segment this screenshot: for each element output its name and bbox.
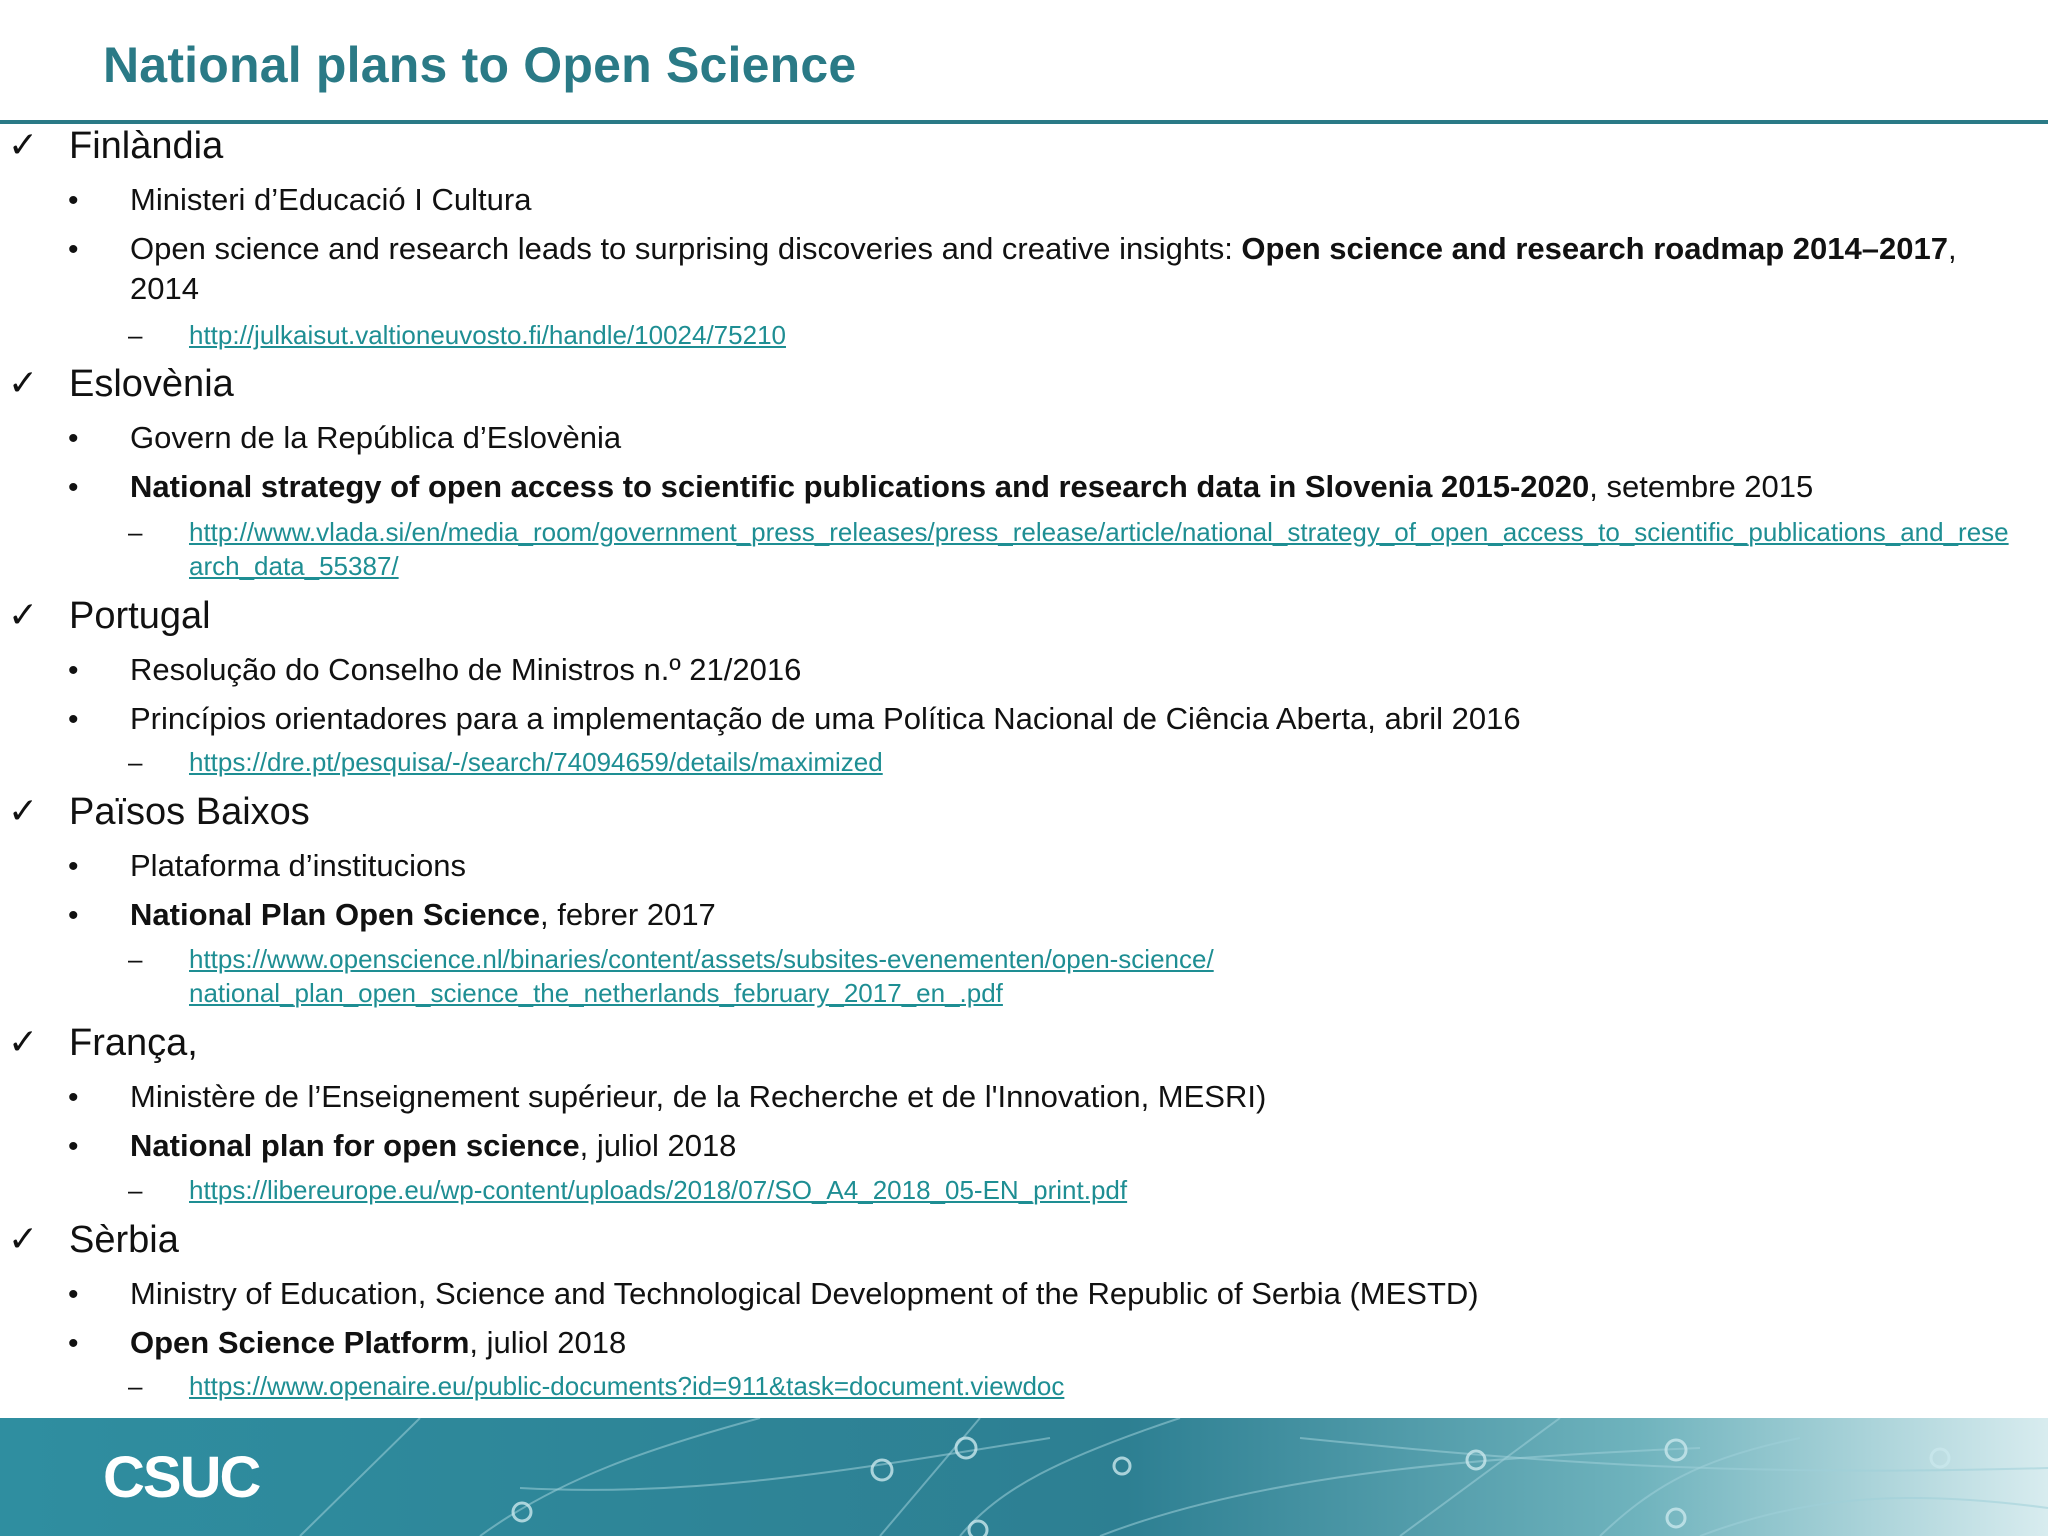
dash-icon: – bbox=[128, 1175, 143, 1205]
document-title: Open Science Platform bbox=[130, 1325, 470, 1360]
country-name: Eslovènia bbox=[69, 363, 234, 405]
list-item bbox=[130, 895, 2000, 935]
document-title: National Plan Open Science bbox=[130, 897, 541, 932]
dash-icon: – bbox=[128, 944, 143, 974]
bullet-icon: • bbox=[68, 1081, 79, 1114]
slide-title: National plans to Open Science bbox=[103, 37, 857, 93]
country-name: Portugal bbox=[69, 595, 211, 637]
list-item bbox=[130, 650, 2000, 690]
bullet-icon: • bbox=[68, 899, 79, 932]
list-item bbox=[130, 1126, 2000, 1166]
item-text: Ministère de l’Enseignement supérieur, de la Recherche et de l'Innovation, MESRI) bbox=[130, 1079, 1267, 1114]
document-link[interactable]: https://dre.pt/pesquisa/-/search/74094659/details/maximized bbox=[189, 747, 883, 777]
list-item bbox=[130, 229, 2000, 309]
list-item bbox=[130, 699, 2000, 739]
bullet-icon: • bbox=[68, 471, 79, 504]
list-item bbox=[130, 180, 2000, 220]
list-item bbox=[130, 1077, 2000, 1117]
document-link[interactable]: https://www.openscience.nl/binaries/content/assets/subsites-evenementen/open-science/national_plan_open_science_the_netherlands_february_2017_en_.pdf bbox=[189, 944, 1214, 1008]
document-title: National strategy of open access to scientific publications and research data in Slovenia 2015-2020 bbox=[130, 469, 1590, 504]
checkmark-icon: ✓ bbox=[8, 595, 39, 636]
country-name: Països Baixos bbox=[69, 791, 310, 833]
dash-icon: – bbox=[128, 517, 143, 547]
item-date: , febrer 2017 bbox=[540, 897, 716, 932]
bullet-icon: • bbox=[68, 703, 79, 736]
item-text: Plataforma d’institucions bbox=[130, 848, 466, 883]
list-item bbox=[130, 418, 2000, 458]
network-pattern-background bbox=[0, 1418, 2048, 1536]
document-link[interactable]: https://www.openaire.eu/public-documents?id=911&task=document.viewdoc bbox=[189, 1371, 1065, 1401]
list-item bbox=[130, 467, 2030, 507]
country-name: Finlàndia bbox=[69, 125, 224, 167]
item-date: , juliol 2018 bbox=[469, 1325, 627, 1360]
country-name: França, bbox=[69, 1022, 198, 1064]
list-item bbox=[130, 1323, 2000, 1363]
checkmark-icon: ✓ bbox=[8, 1219, 39, 1260]
bullet-icon: • bbox=[68, 1278, 79, 1311]
checkmark-icon: ✓ bbox=[8, 363, 39, 404]
checkmark-icon: ✓ bbox=[8, 791, 39, 832]
footer-banner bbox=[0, 1418, 2048, 1536]
item-text: Ministeri d’Educació I Cultura bbox=[130, 182, 532, 217]
item-date: , setembre 2015 bbox=[1589, 469, 1814, 504]
dash-icon: – bbox=[128, 747, 143, 777]
checkmark-icon: ✓ bbox=[8, 125, 39, 166]
csuc-logo: CSUC bbox=[103, 1445, 260, 1510]
item-text: Govern de la República d’Eslovènia bbox=[130, 420, 622, 455]
country-name: Sèrbia bbox=[69, 1219, 179, 1261]
bullet-icon: • bbox=[68, 184, 79, 217]
list-item bbox=[130, 846, 2000, 886]
bullet-icon: • bbox=[68, 422, 79, 455]
document-title: National plan for open science bbox=[130, 1128, 580, 1163]
dash-icon: – bbox=[128, 1371, 143, 1401]
list-item bbox=[130, 1274, 2000, 1314]
bullet-icon: • bbox=[68, 1130, 79, 1163]
item-text: Princípios orientadores para a implementação de uma Política Nacional de Ciência Aberta, abril 2016 bbox=[130, 701, 1521, 736]
item-date: , 2014 bbox=[130, 231, 1957, 306]
item-date: , juliol 2018 bbox=[579, 1128, 737, 1163]
bullet-icon: • bbox=[68, 850, 79, 883]
document-link[interactable]: http://www.vlada.si/en/media_room/government_press_releases/press_release/article/national_strategy_of_open_access_to_scientific_publications_and_research_data_55387/ bbox=[189, 517, 2009, 581]
document-link[interactable]: https://libereurope.eu/wp-content/uploads/2018/07/SO_A4_2018_05-EN_print.pdf bbox=[189, 1175, 1128, 1205]
dash-icon: – bbox=[128, 320, 143, 350]
checkmark-icon: ✓ bbox=[8, 1022, 39, 1063]
bullet-icon: • bbox=[68, 233, 79, 266]
item-text: Ministry of Education, Science and Technological Development of the Republic of Serbia (MESTD) bbox=[130, 1276, 1479, 1311]
bullet-icon: • bbox=[68, 654, 79, 687]
item-prefix-text: Open science and research leads to surprising discoveries and creative insights: bbox=[130, 231, 1242, 266]
document-title: Open science and research roadmap 2014–2017 bbox=[1241, 231, 1948, 266]
item-text: Resolução do Conselho de Ministros n.º 21/2016 bbox=[130, 652, 802, 687]
document-link[interactable]: http://julkaisut.valtioneuvosto.fi/handle/10024/75210 bbox=[189, 320, 786, 350]
bullet-icon: • bbox=[68, 1327, 79, 1360]
